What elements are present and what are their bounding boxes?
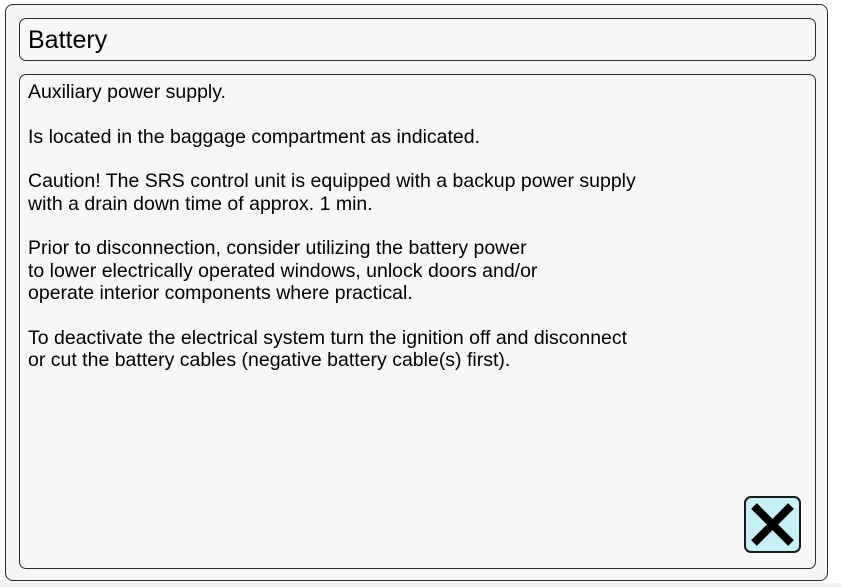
paragraph-prior-disconnection: Prior to disconnection, consider utilizing the battery power to lower electrically operated windows, unlock doors and/or operate interior components where practical. [28,237,538,304]
paragraph-auxiliary: Auxiliary power supply. [28,81,226,103]
paragraph-location: Is located in the baggage compartment as indicated. [28,125,481,148]
title-bar [19,18,816,61]
content-text [28,81,808,394]
content-panel [19,74,816,569]
close-x-icon [750,502,795,547]
info-dialog [5,4,828,581]
paragraph-deactivate: To deactivate the electrical system turn the ignition off and disconnect or cut the battery cables (negative battery cable(s) first). [28,326,628,371]
paragraph-caution: Caution! The SRS control unit is equipped with a backup power supply with a drain down time of approx. 1 min. [28,170,636,215]
dialog-title: Battery [28,26,108,54]
bottom-edge [0,583,841,587]
close-button[interactable] [744,496,801,553]
